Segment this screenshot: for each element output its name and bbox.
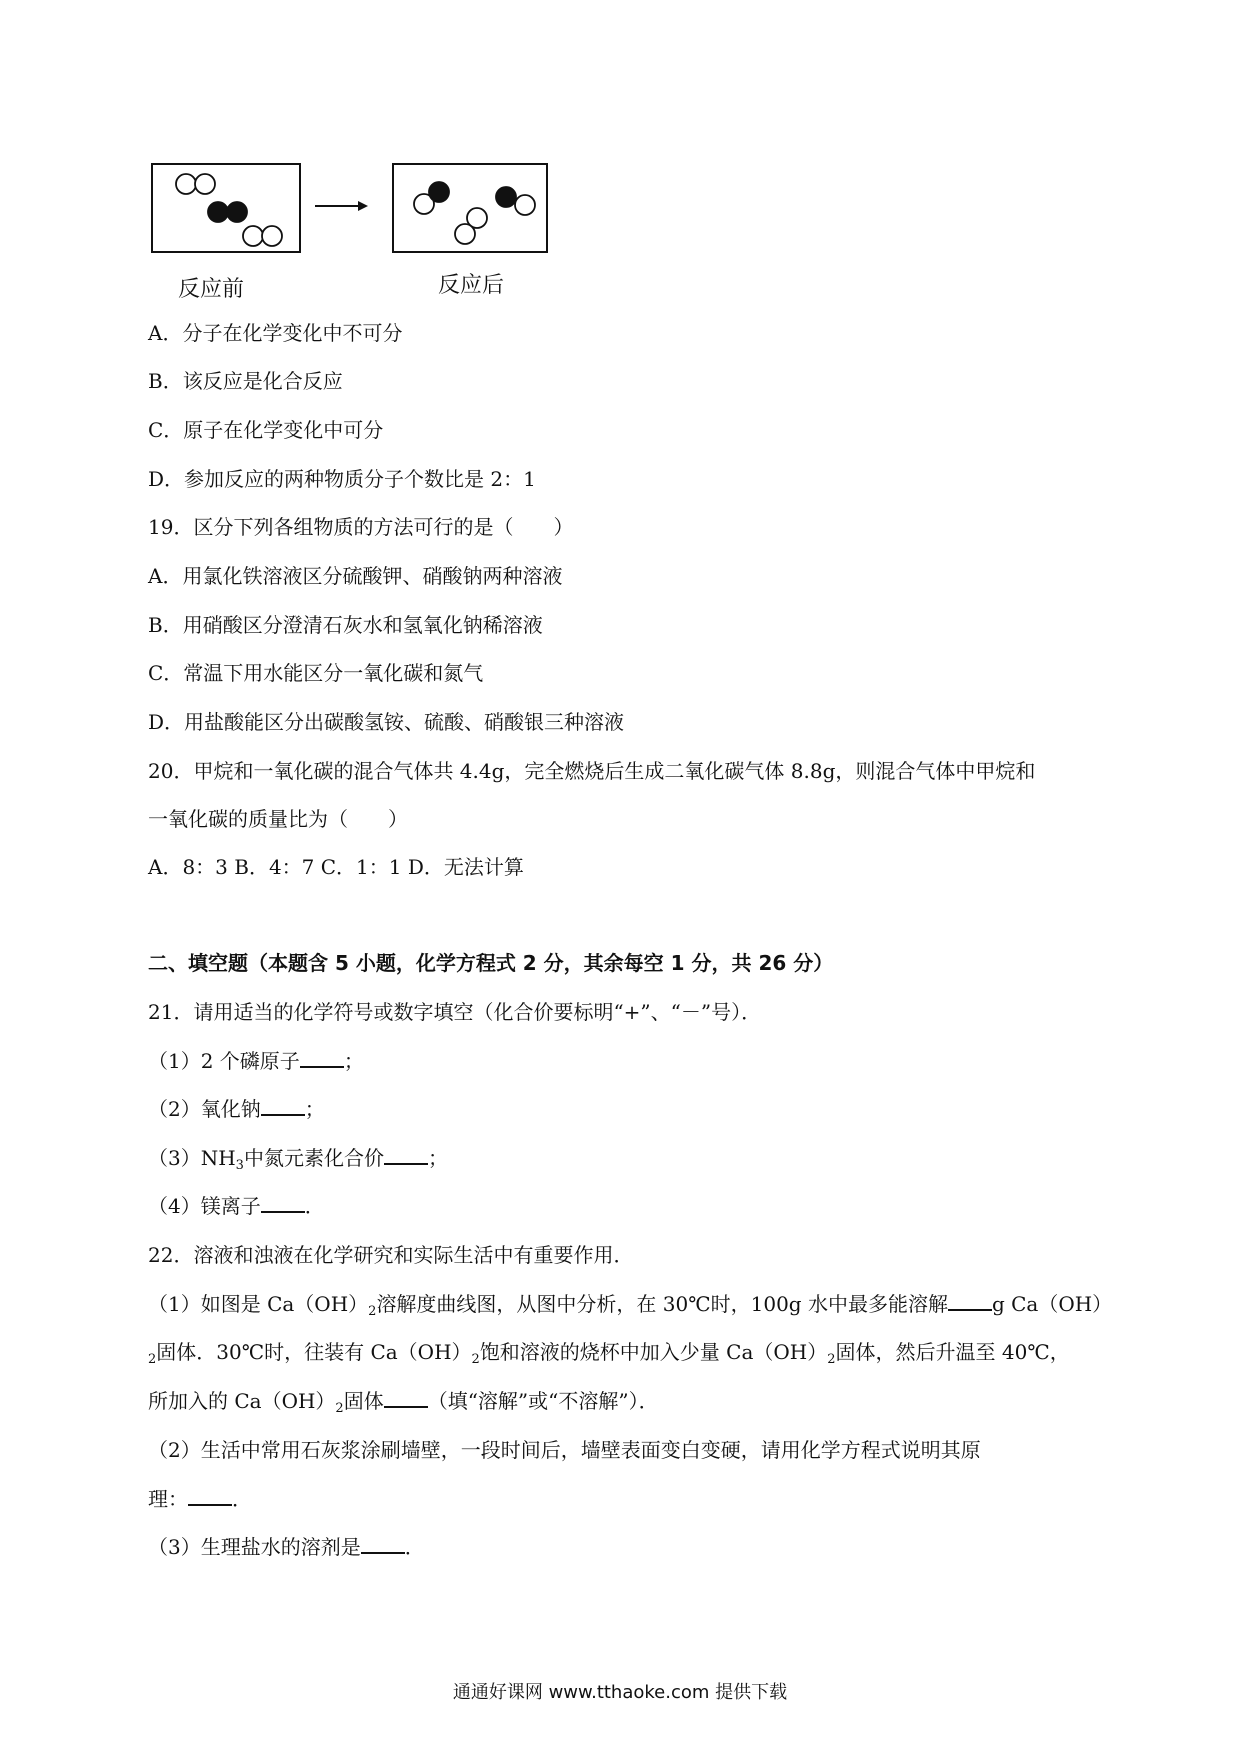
- q22-stem: 22．溶液和浊液在化学研究和实际生活中有重要作用．: [148, 1243, 634, 1267]
- answer-blank[interactable]: [188, 1484, 232, 1506]
- q21-part3-post: 中氮元素化合价: [243, 1146, 384, 1170]
- answer-blank[interactable]: [261, 1191, 305, 1213]
- subscript: 2: [148, 1352, 157, 1367]
- text: 所加入的 Ca（OH）: [148, 1389, 336, 1413]
- q21-part2-end: ；: [304, 1097, 325, 1121]
- q18-option-a: A．分子在化学变化中不可分: [148, 321, 403, 345]
- black-atom: [227, 202, 247, 222]
- white-atom: [243, 226, 263, 246]
- q21-part3-pre: （3）NH: [148, 1146, 236, 1170]
- section-heading: 二、填空题（本题含 5 小题，化学方程式 2 分，其余每空 1 分，共 26 分）: [148, 951, 834, 975]
- white-atom: [262, 226, 282, 246]
- q21-part2: [148, 1094, 325, 1124]
- subscript: 2: [471, 1352, 480, 1367]
- text: （填“溶解”或“不溶解”）．: [427, 1389, 659, 1413]
- q21-part1-text: （1）2 个磷原子: [148, 1049, 300, 1073]
- subscript: 2: [827, 1352, 836, 1367]
- text: （3）生理盐水的溶剂是: [148, 1535, 361, 1559]
- q20-options: A．8：3 B．4：7 C．1：1 D．无法计算: [148, 855, 524, 879]
- q18-option-b: B．该反应是化合反应: [148, 369, 343, 393]
- q21-part2-text: （2）氧化钠: [148, 1097, 261, 1121]
- answer-blank[interactable]: [361, 1532, 405, 1554]
- answer-blank[interactable]: [384, 1386, 428, 1408]
- q19-stem: 19．区分下列各组物质的方法可行的是（ ）: [148, 515, 574, 539]
- after-label: 反应后: [438, 273, 505, 298]
- subscript: 2: [335, 1401, 344, 1416]
- before-label: 反应前: [178, 277, 245, 302]
- subscript: 3: [235, 1158, 244, 1173]
- black-atom: [429, 182, 449, 202]
- q21-part3-end: ；: [427, 1146, 448, 1170]
- q22-part1-line2: [148, 1337, 1070, 1375]
- text: 溶解度曲线图，从图中分析，在 30℃时，100g 水中最多能溶解: [376, 1292, 948, 1316]
- text: ．: [232, 1487, 252, 1511]
- q21-part4-text: （4）镁离子: [148, 1194, 261, 1218]
- subscript: 2: [368, 1304, 377, 1319]
- q22-part3: [148, 1532, 425, 1562]
- black-atom: [208, 202, 228, 222]
- q22-part2-line2: [148, 1484, 252, 1514]
- q22-part1-line3: [148, 1386, 659, 1424]
- white-atom: [195, 174, 215, 194]
- white-atom: [455, 224, 475, 244]
- q18-option-d: D．参加反应的两种物质分子个数比是 2：1: [148, 467, 536, 491]
- q21-part1-end: ；: [343, 1049, 364, 1073]
- q19-option-b: B．用硝酸区分澄清石灰水和氢氧化钠稀溶液: [148, 613, 543, 637]
- q20-stem-line2: 一氧化碳的质量比为（ ）: [148, 807, 408, 831]
- q19-option-d: D．用盐酸能区分出碳酸氢铵、硫酸、硝酸银三种溶液: [148, 710, 625, 734]
- text: （1）如图是 Ca（OH）: [148, 1292, 369, 1316]
- reaction-diagram: [150, 162, 570, 302]
- q21-part1: [148, 1046, 364, 1076]
- answer-blank[interactable]: [261, 1094, 305, 1116]
- text: 固体．30℃时，往装有 Ca（OH）: [156, 1340, 472, 1364]
- answer-blank[interactable]: [948, 1289, 992, 1311]
- q21-part4: [148, 1191, 325, 1221]
- q21-part4-end: ．: [304, 1194, 325, 1218]
- arrow-head: [358, 201, 368, 211]
- text: 饱和溶液的烧杯中加入少量 Ca（OH）: [479, 1340, 828, 1364]
- q20-stem-line1: 20．甲烷和一氧化碳的混合气体共 4.4g，完全燃烧后生成二氧化碳气体 8.8g，则混合气体中甲烷和: [148, 759, 1036, 783]
- white-atom: [176, 174, 196, 194]
- text: 理：: [148, 1487, 188, 1511]
- q19-option-c: C．常温下用水能区分一氧化碳和氮气: [148, 661, 484, 685]
- answer-blank[interactable]: [300, 1046, 344, 1068]
- reaction-molecules-figure: [150, 162, 570, 272]
- answer-blank[interactable]: [384, 1143, 428, 1165]
- text: 固体，然后升温至 40℃，: [835, 1340, 1070, 1364]
- q22-part2-line1: （2）生活中常用石灰浆涂刷墙壁，一段时间后，墙壁表面变白变硬，请用化学方程式说明其原: [148, 1438, 981, 1462]
- footer-download-note: 通通好课网 www.tthaoke.com 提供下载: [452, 1682, 788, 1703]
- q21-part3: [148, 1143, 448, 1181]
- q18-option-c: C．原子在化学变化中可分: [148, 418, 384, 442]
- text: 固体: [343, 1389, 384, 1413]
- text: ．: [404, 1535, 425, 1559]
- white-atom: [515, 195, 535, 215]
- q22-part1-line1: [148, 1289, 1112, 1327]
- q19-option-a: A．用氯化铁溶液区分硫酸钾、硝酸钠两种溶液: [148, 564, 563, 588]
- q21-stem: 21．请用适当的化学符号或数字填空（化合价要标明“+”、“－”号）．: [148, 1000, 762, 1024]
- black-atom: [496, 187, 516, 207]
- text: g Ca（OH）: [991, 1292, 1113, 1316]
